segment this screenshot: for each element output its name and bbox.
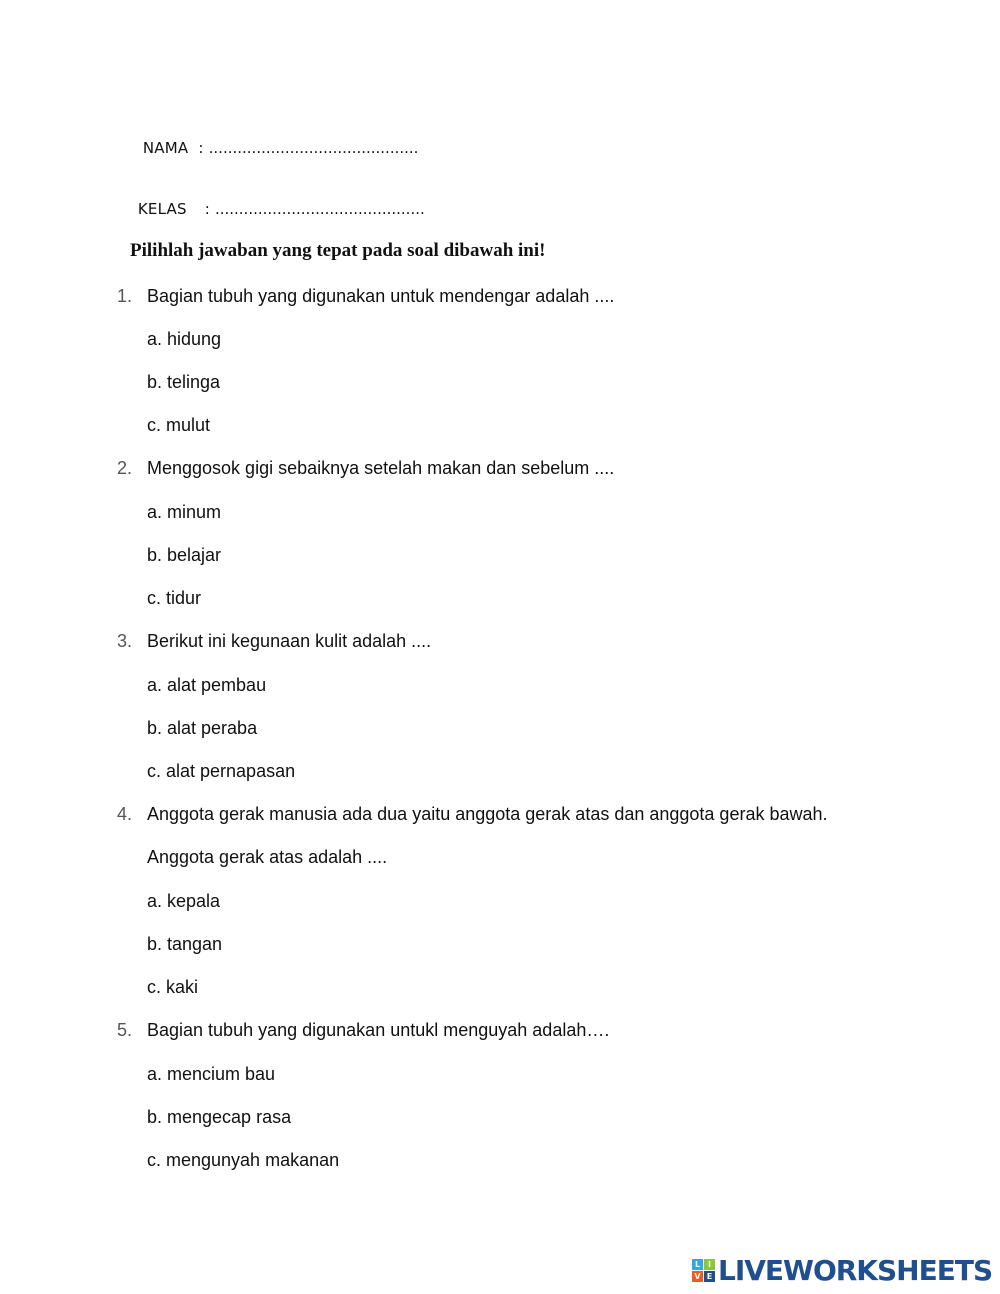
answer-option[interactable]: a. mencium bau	[147, 1064, 276, 1084]
answer-option[interactable]: b. mengecap rasa	[147, 1107, 292, 1127]
question-text: Bagian tubuh yang digunakan untuk mendengar adalah ....	[147, 286, 615, 306]
name-field	[123, 121, 418, 175]
liveworksheets-logo-text: LIVEWORKSHEETS	[718, 1253, 993, 1287]
answer-option[interactable]: a. hidung	[147, 329, 222, 349]
answer-option[interactable]: c. alat pernapasan	[147, 761, 296, 781]
answer-option[interactable]: b. telinga	[147, 372, 221, 392]
answer-option[interactable]: c. tidur	[147, 588, 202, 608]
logo-mark-tile: I	[704, 1259, 715, 1270]
logo-mark-tile: L	[692, 1259, 703, 1270]
class-blank-line: ............................................	[214, 200, 425, 218]
name-label: NAMA	[142, 139, 189, 157]
answer-option[interactable]: b. alat peraba	[147, 718, 258, 738]
answer-option[interactable]: a. alat pembau	[147, 675, 267, 695]
name-blank-line: ............................................	[208, 139, 419, 157]
answer-option[interactable]: b. belajar	[147, 545, 222, 565]
liveworksheets-logo-mark-icon	[692, 1259, 715, 1282]
answer-option[interactable]: c. mengunyah makanan	[147, 1150, 340, 1170]
answer-option[interactable]: b. tangan	[147, 934, 223, 954]
name-separator: :	[198, 139, 204, 157]
answer-option[interactable]: c. mulut	[147, 415, 211, 435]
question-text: Anggota gerak manusia ada dua yaitu anggota gerak atas dan anggota gerak bawah.	[147, 804, 828, 824]
answer-option[interactable]: a. minum	[147, 502, 222, 522]
question-number: 5.	[117, 1020, 133, 1040]
logo-mark-tile: E	[704, 1271, 715, 1282]
instruction: Pilihlah jawaban yang tepat pada soal dibawah ini!	[130, 240, 546, 261]
answer-option[interactable]: c. kaki	[147, 977, 199, 997]
class-field	[118, 182, 425, 236]
question-number: 4.	[117, 804, 133, 824]
question-text: Berikut ini kegunaan kulit adalah ....	[147, 631, 432, 651]
logo-mark-tile: V	[692, 1271, 703, 1282]
answer-option[interactable]: a. kepala	[147, 891, 221, 911]
question-text-continued: Anggota gerak atas adalah ....	[147, 847, 388, 867]
question-number: 3.	[117, 631, 133, 651]
class-separator: :	[204, 200, 210, 218]
liveworksheets-logo	[692, 1255, 992, 1285]
question-number: 1.	[117, 286, 133, 306]
class-label: KELAS	[137, 200, 187, 218]
question-text: Bagian tubuh yang digunakan untukl menguyah adalah….	[147, 1020, 610, 1040]
question-text: Menggosok gigi sebaiknya setelah makan dan sebelum ....	[147, 458, 615, 478]
question-number: 2.	[117, 458, 133, 478]
